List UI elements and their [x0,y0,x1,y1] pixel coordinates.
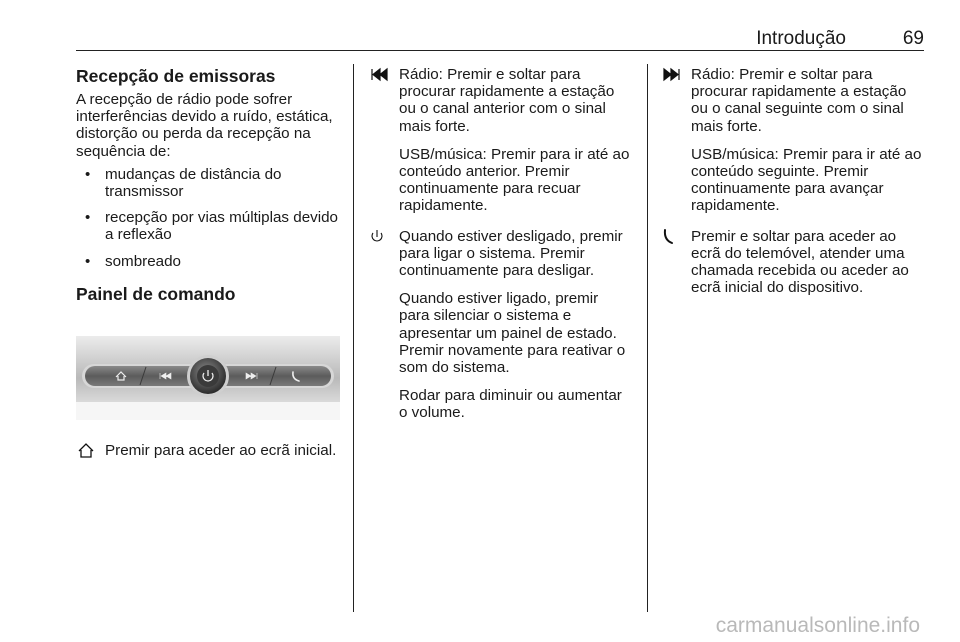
header-rule [76,50,924,51]
power-entry [370,228,632,422]
power-off-text: Quando estiver desligado, premir para ligar o sistema. Premir continuamente para desligar. [399,227,623,280]
section-title: Introdução [756,28,846,49]
column-divider-1 [353,64,354,612]
next-radio-text: Rádio: Premir e soltar para procurar rapidamente a estação ou o canal seguinte com o sinal mais forte. [691,66,907,135]
home-description: Premir para aceder ao ecrã inicial. [105,442,337,459]
column-2 [370,66,632,422]
prev-entry [370,66,632,215]
section-heading-control-panel: Painel de comando [76,283,236,304]
home-entry [76,442,342,459]
next-entry [662,66,924,215]
column-3 [662,66,924,296]
next-usb-text: USB/música: Premir para ir até ao conteúdo seguinte. Premir continuamente para avançar rapidamente. [691,145,922,215]
prev-usb-text: USB/música: Premir para ir até ao conteúdo anterior. Premir continuamente para recuar rapidamente. [399,145,630,215]
phone-icon [662,228,684,245]
volume-text: Rodar para diminuir ou aumentar o volume. [399,387,622,422]
phone-entry [662,228,924,297]
column-1 [76,66,342,304]
section-heading-reception: Recepção de emissoras [76,66,276,86]
list-item: • mudanças de distância do transmissor [76,166,342,200]
power-on-text: Quando estiver ligado, premir para silenciar o sistema e apresentar um painel de estado. Premir novamente para reativar o som do sistema. [399,290,626,377]
power-icon [370,228,392,245]
reception-intro: A recepção de rádio pode sofrer interferências devido a ruído, estática, distorção ou perda da recepção na sequência de: [76,91,333,160]
phone-description: Premir e soltar para aceder ao ecrã do telemóvel, atender uma chamada recebida ou aceder ao ecrã inicial do dispositivo. [691,227,909,297]
bullet-list [76,166,342,270]
page-header [76,28,924,52]
prev-radio-text: Rádio: Premir e soltar para procurar rapidamente a estação ou o canal anterior com o sinal mais forte. [399,66,615,135]
list-item: • sombreado [76,253,342,270]
skip-previous-icon [370,66,392,83]
column-divider-2 [647,64,648,612]
skip-next-icon [662,66,684,83]
page-number: 69 [902,28,924,49]
control-panel-image [76,336,340,420]
home-icon [76,442,98,459]
list-item: • recepção por vias múltiplas devido a reflexão [76,209,342,243]
watermark: carmanualsonline.info [715,614,920,637]
home-entry-wrap [76,442,342,459]
